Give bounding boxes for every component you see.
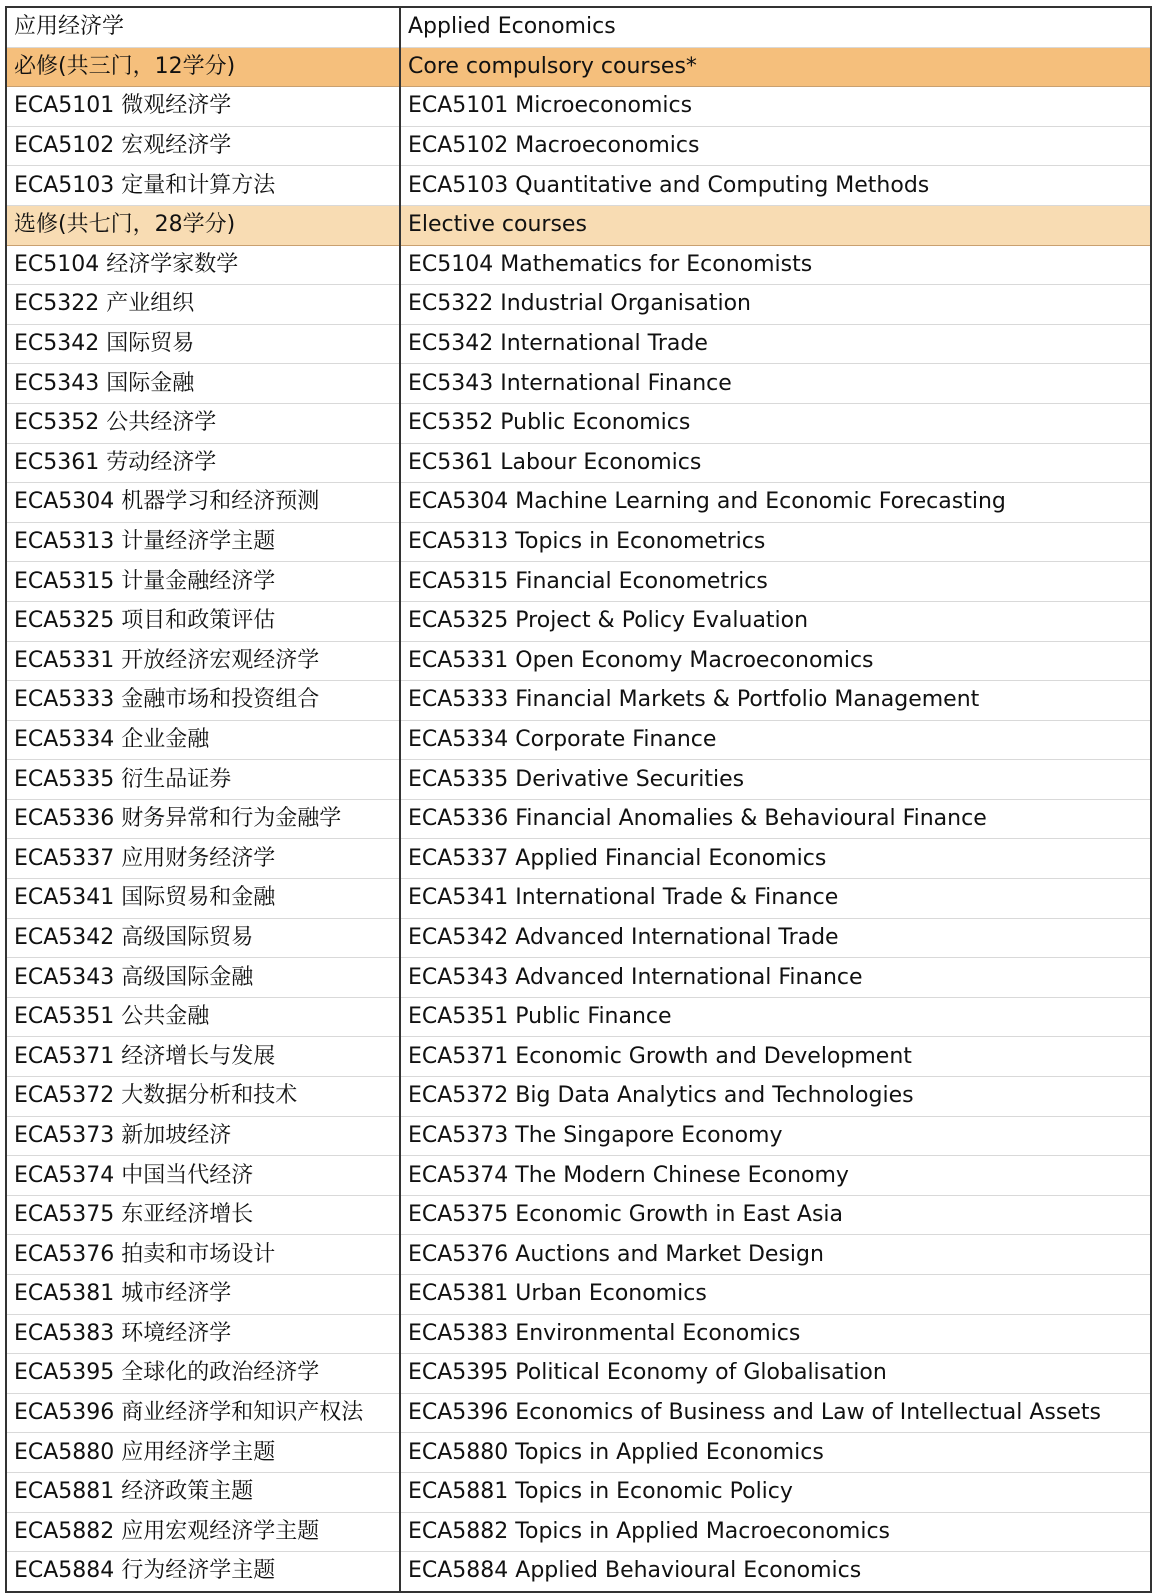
table-row [6,483,1151,523]
table-row [6,1077,1151,1117]
table-row [6,1393,1151,1433]
table-row [6,324,1151,364]
course-zh: ECA5372 大数据分析和技术 [6,1077,400,1117]
course-en: ECA5372 Big Data Analytics and Technologies [400,1077,1151,1117]
course-en: ECA5333 Financial Markets & Portfolio Management [400,681,1151,721]
course-en: ECA5102 Macroeconomics [400,126,1151,166]
course-zh: ECA5313 计量经济学主题 [6,522,400,562]
course-zh: ECA5335 衍生品证券 [6,760,400,800]
course-zh: ECA5331 开放经济宏观经济学 [6,641,400,681]
course-en: ECA5371 Economic Growth and Development [400,1037,1151,1077]
course-zh: ECA5383 环境经济学 [6,1314,400,1354]
course-zh: ECA5343 高级国际金融 [6,958,400,998]
header-row [6,7,1151,47]
course-en: EC5343 International Finance [400,364,1151,404]
table-row [6,958,1151,998]
table-row [6,799,1151,839]
course-en: EC5322 Industrial Organisation [400,285,1151,325]
course-en: ECA5304 Machine Learning and Economic Forecasting [400,483,1151,523]
course-zh: ECA5342 高级国际贸易 [6,918,400,958]
header-cell-zh: 应用经济学 [6,7,400,47]
course-en: ECA5334 Corporate Finance [400,720,1151,760]
table-row [6,126,1151,166]
course-en: EC5361 Labour Economics [400,443,1151,483]
course-zh: EC5104 经济学家数学 [6,245,400,285]
course-zh: ECA5337 应用财务经济学 [6,839,400,879]
course-en: ECA5325 Project & Policy Evaluation [400,601,1151,641]
course-en: ECA5103 Quantitative and Computing Methods [400,166,1151,206]
course-zh: ECA5371 经济增长与发展 [6,1037,400,1077]
course-zh: EC5343 国际金融 [6,364,400,404]
table-row [6,1552,1151,1592]
course-zh: ECA5103 定量和计算方法 [6,166,400,206]
core-section-en: Core compulsory courses* [400,47,1151,87]
course-table [5,6,1152,1593]
table-row [6,245,1151,285]
table-row [6,997,1151,1037]
course-en: ECA5376 Auctions and Market Design [400,1235,1151,1275]
table-row [6,522,1151,562]
table-row [6,285,1151,325]
table-row [6,681,1151,721]
course-en: ECA5381 Urban Economics [400,1275,1151,1315]
table-row [6,641,1151,681]
course-zh: ECA5102 宏观经济学 [6,126,400,166]
table-row [6,403,1151,443]
course-zh: ECA5101 微观经济学 [6,87,400,127]
course-zh: ECA5315 计量金融经济学 [6,562,400,602]
course-en: ECA5331 Open Economy Macroeconomics [400,641,1151,681]
table-row [6,918,1151,958]
course-en: ECA5337 Applied Financial Economics [400,839,1151,879]
course-en: ECA5351 Public Finance [400,997,1151,1037]
table-row [6,720,1151,760]
course-en: EC5352 Public Economics [400,403,1151,443]
elective-section-row [6,205,1151,245]
course-en: ECA5313 Topics in Econometrics [400,522,1151,562]
course-en: ECA5343 Advanced International Finance [400,958,1151,998]
table-row [6,601,1151,641]
course-en: ECA5341 International Trade & Finance [400,879,1151,919]
table-row [6,87,1151,127]
course-zh: EC5361 劳动经济学 [6,443,400,483]
course-en: EC5342 International Trade [400,324,1151,364]
table-row [6,1314,1151,1354]
course-en: ECA5342 Advanced International Trade [400,918,1151,958]
course-zh: ECA5325 项目和政策评估 [6,601,400,641]
course-en: ECA5373 The Singapore Economy [400,1116,1151,1156]
table-row [6,1472,1151,1512]
table-row [6,443,1151,483]
course-en: ECA5336 Financial Anomalies & Behavioural Finance [400,799,1151,839]
course-zh: EC5352 公共经济学 [6,403,400,443]
course-zh: ECA5395 全球化的政治经济学 [6,1354,400,1394]
course-zh: ECA5882 应用宏观经济学主题 [6,1512,400,1552]
table-row [6,1037,1151,1077]
table-row [6,760,1151,800]
course-en: ECA5383 Environmental Economics [400,1314,1151,1354]
table-row [6,879,1151,919]
course-zh: EC5342 国际贸易 [6,324,400,364]
table-row [6,1433,1151,1473]
course-en: ECA5335 Derivative Securities [400,760,1151,800]
course-en: ECA5881 Topics in Economic Policy [400,1472,1151,1512]
course-zh: ECA5341 国际贸易和金融 [6,879,400,919]
table-row [6,1195,1151,1235]
table-row [6,166,1151,206]
core-section-row [6,47,1151,87]
table-row [6,1235,1151,1275]
course-zh: ECA5376 拍卖和市场设计 [6,1235,400,1275]
course-en: ECA5882 Topics in Applied Macroeconomics [400,1512,1151,1552]
table-row [6,364,1151,404]
course-en: ECA5101 Microeconomics [400,87,1151,127]
table-row [6,1156,1151,1196]
table-row [6,1275,1151,1315]
course-zh: ECA5375 东亚经济增长 [6,1195,400,1235]
course-zh: ECA5304 机器学习和经济预测 [6,483,400,523]
table-row [6,1354,1151,1394]
course-zh: ECA5381 城市经济学 [6,1275,400,1315]
elective-section-zh: 选修(共七门，28学分) [6,205,400,245]
course-zh: EC5322 产业组织 [6,285,400,325]
course-en: ECA5315 Financial Econometrics [400,562,1151,602]
course-zh: ECA5373 新加坡经济 [6,1116,400,1156]
course-table-body [6,7,1151,1592]
course-zh: ECA5884 行为经济学主题 [6,1552,400,1592]
course-en: ECA5374 The Modern Chinese Economy [400,1156,1151,1196]
course-en: ECA5396 Economics of Business and Law of Intellectual Assets [400,1393,1151,1433]
course-zh: ECA5336 财务异常和行为金融学 [6,799,400,839]
elective-section-en: Elective courses [400,205,1151,245]
core-section-zh: 必修(共三门，12学分) [6,47,400,87]
table-row [6,1116,1151,1156]
course-zh: ECA5881 经济政策主题 [6,1472,400,1512]
course-en: ECA5375 Economic Growth in East Asia [400,1195,1151,1235]
course-en: EC5104 Mathematics for Economists [400,245,1151,285]
table-row [6,562,1151,602]
table-row [6,1512,1151,1552]
table-row [6,839,1151,879]
course-zh: ECA5334 企业金融 [6,720,400,760]
course-zh: ECA5333 金融市场和投资组合 [6,681,400,721]
course-zh: ECA5374 中国当代经济 [6,1156,400,1196]
course-zh: ECA5396 商业经济学和知识产权法 [6,1393,400,1433]
course-en: ECA5884 Applied Behavioural Economics [400,1552,1151,1592]
course-zh: ECA5880 应用经济学主题 [6,1433,400,1473]
course-zh: ECA5351 公共金融 [6,997,400,1037]
course-en: ECA5395 Political Economy of Globalisation [400,1354,1151,1394]
header-cell-en: Applied Economics [400,7,1151,47]
course-en: ECA5880 Topics in Applied Economics [400,1433,1151,1473]
